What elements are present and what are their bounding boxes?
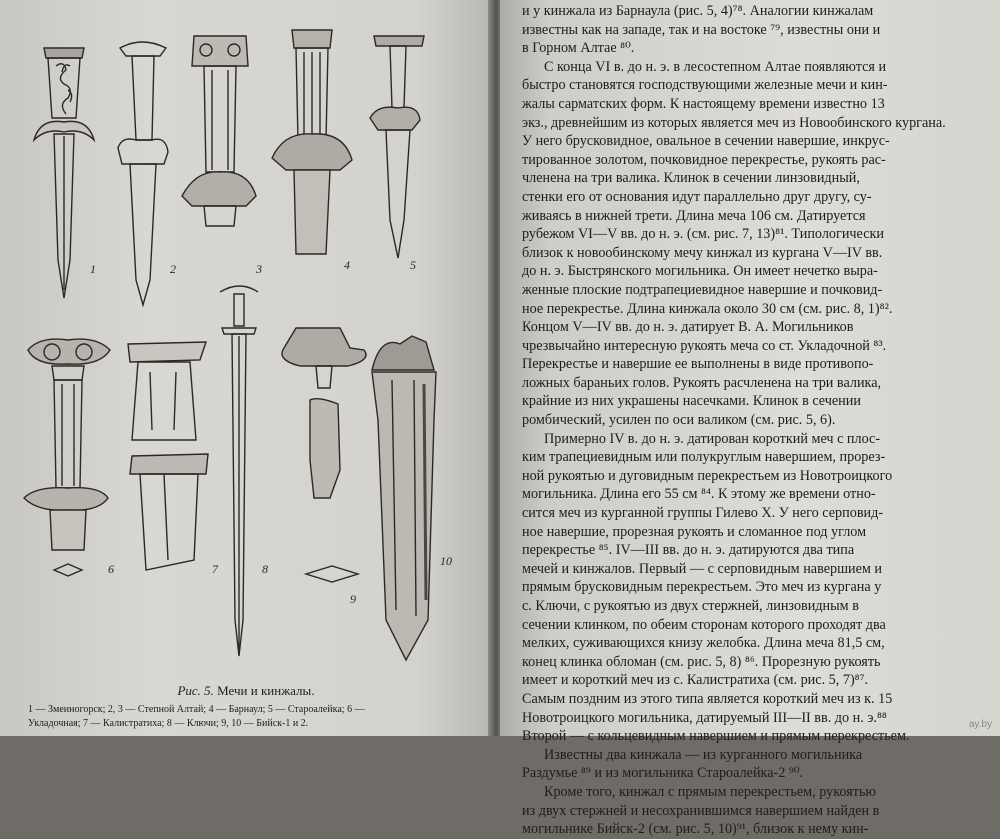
figure-number-8: 8 bbox=[262, 562, 268, 576]
left-page bbox=[0, 0, 492, 736]
text-line: жалы сарматских форм. К настоящему времени известно 13 bbox=[522, 95, 885, 112]
figure-caption-text: Мечи и кинжалы. bbox=[217, 683, 315, 698]
figure-number-4: 4 bbox=[344, 258, 350, 272]
figure-caption-label: Рис. 5. bbox=[177, 683, 214, 698]
figure-legend-line: Укладочная; 7 — Калистратиха; 8 — Ключи; 9, 10 — Бийск-1 и 2. bbox=[28, 718, 309, 729]
text-line: перекрестье ⁸⁵. IV—III вв. до н. э. датируются два типа bbox=[522, 542, 855, 559]
figure-number-1: 1 bbox=[90, 262, 96, 276]
text-line: членена на три валика. Клинок в сечении линзовидный, bbox=[522, 170, 860, 187]
text-line: экз., древнейшим из которых является меч из Новообинского кургана. bbox=[522, 114, 946, 131]
figure-number-10: 10 bbox=[440, 554, 452, 568]
text-line: сится меч из курганной группы Гилево X. У него серповид- bbox=[522, 505, 884, 522]
text-line: сечении клинком, по обеим сторонам которого проходят два bbox=[522, 616, 886, 633]
text-line: могильнике Бийск-2 (см. рис. 5, 10)⁹¹, близок к нему кин- bbox=[522, 821, 869, 838]
text-line: женные плоские подтрапециевидное навершие и почковид- bbox=[522, 281, 883, 298]
watermark: ay.by bbox=[968, 719, 992, 730]
text-line: Второй — с кольцевидным навершием и прямым перекрестьем. bbox=[522, 728, 910, 745]
text-line: Новотроицкого могильника, датируемый III—II вв. до н. э.⁸⁸ bbox=[522, 709, 887, 726]
text-line: мечей и кинжалов. Первый — с серповидным навершием и bbox=[522, 560, 883, 577]
figure-legend bbox=[28, 703, 468, 731]
text-line: ное перекрестье. Длина кинжала около 30 см (см. рис. 8, 1)⁸². bbox=[522, 300, 893, 317]
text-line: мелких, суживающихся книзу желобка. Длина меча 81,5 см, bbox=[522, 635, 885, 652]
text-line: быстро становятся господствующими железные мечи и кин- bbox=[522, 77, 888, 94]
text-line: Самым поздним из этого типа является короткий меч из к. 15 bbox=[522, 690, 893, 707]
text-line: тированное золотом, почковидное перекрестье, рукоять рас- bbox=[522, 151, 886, 168]
text-line: У него брусковидное, овальное в сечении навершие, инкрус- bbox=[522, 133, 890, 150]
text-line: ромбический, усилен по оси валиком (см. рис. 5, 6). bbox=[522, 412, 836, 429]
figure-number-9: 9 bbox=[350, 592, 356, 606]
text-line: с. Ключи, с рукоятью из двух стержней, линзовидным в bbox=[522, 598, 859, 614]
text-line: ной рукоятью и дуговидным перекрестьем из Новотроицкого bbox=[522, 467, 893, 484]
figure-number-7: 7 bbox=[212, 562, 218, 576]
figure-number-3: 3 bbox=[256, 262, 262, 276]
text-line: рубежом VI—V вв. до н. э. (см. рис. 7, 13)⁸¹. Типологически bbox=[522, 226, 884, 243]
figure-number-2: 2 bbox=[170, 262, 176, 276]
text-line: могильника. Длина его 55 см ⁸⁴. К этому же времени отно- bbox=[522, 486, 876, 503]
figure-caption-title bbox=[0, 683, 492, 699]
text-line: живаясь в нижней трети. Длина меча 106 см. Датируется bbox=[522, 207, 866, 224]
text-line: до н. э. Быстрянского могильника. Он имеет нечетко выра- bbox=[522, 263, 878, 280]
text-line: чрезвычайно интересную рукоять меча со ст. Укладочной ⁸³. bbox=[522, 337, 887, 354]
text-line: прямым брусковидным перекрестьем. Это меч из кургана у bbox=[522, 579, 882, 596]
text-line: имеет и короткий меч из с. Калистратиха (см. рис. 5, 7)⁸⁷. bbox=[522, 672, 869, 689]
text-line: и у кинжала из Барнаула (рис. 5, 4)⁷⁸. Аналогии кинжалам bbox=[522, 3, 874, 19]
figure-legend-line: 1 — Змеиногорск; 2, 3 — Степной Алтай; 4 — Барнаул; 5 — Староалейка; 6 — bbox=[28, 704, 365, 715]
text-line: Примерно IV в. до н. э. датирован короткий меч с плос- bbox=[544, 430, 881, 447]
text-line: С конца VI в. до н. э. в лесостепном Алтае появляются и bbox=[544, 58, 887, 75]
text-line: конец клинка обломан (см. рис. 5, 8) ⁸⁶. Прорезную рукоять bbox=[522, 653, 881, 670]
text-line: близок к новообинскому мечу кинжал из кургана V—IV вв. bbox=[522, 244, 883, 261]
text-line: стенки его от основания идут параллельно друг другу, су- bbox=[522, 188, 872, 205]
text-line: Известны два кинжала — из курганного могильника bbox=[544, 746, 863, 763]
text-line: ное навершие, прорезная рукоять и сломанное под углом bbox=[522, 523, 867, 540]
text-line: из двух стержней и несохранившимся навершием найден в bbox=[522, 802, 880, 819]
figure-number-6: 6 bbox=[108, 562, 114, 576]
body-text bbox=[522, 2, 980, 839]
text-line: Кроме того, кинжал с прямым перекрестьем, рукоятью bbox=[544, 783, 877, 800]
text-line: ким трапециевидным или полукруглым навершием, прорез- bbox=[522, 449, 886, 466]
text-line: в Горном Алтае ⁸⁰. bbox=[522, 40, 635, 57]
text-line: Концом V—IV вв. до н. э. датирует В. А. Могильников bbox=[522, 319, 854, 336]
text-line: Раздумье ⁸⁹ и из могильника Староалейка-2 ⁹⁰. bbox=[522, 765, 804, 782]
figure-number-5: 5 bbox=[410, 258, 416, 272]
figure-swords-drawing bbox=[0, 0, 492, 680]
text-line: ложных бараньих голов. Рукоять расчленена на три валика, bbox=[522, 374, 882, 391]
text-line: Перекрестье и навершие ее выполнены в виде противопо- bbox=[522, 356, 874, 373]
text-line: крайние из них украшены насечками. Клинок в сечении bbox=[522, 393, 861, 410]
text-line: известны как на западе, так и на востоке ⁷⁹, известны они и bbox=[522, 21, 881, 38]
